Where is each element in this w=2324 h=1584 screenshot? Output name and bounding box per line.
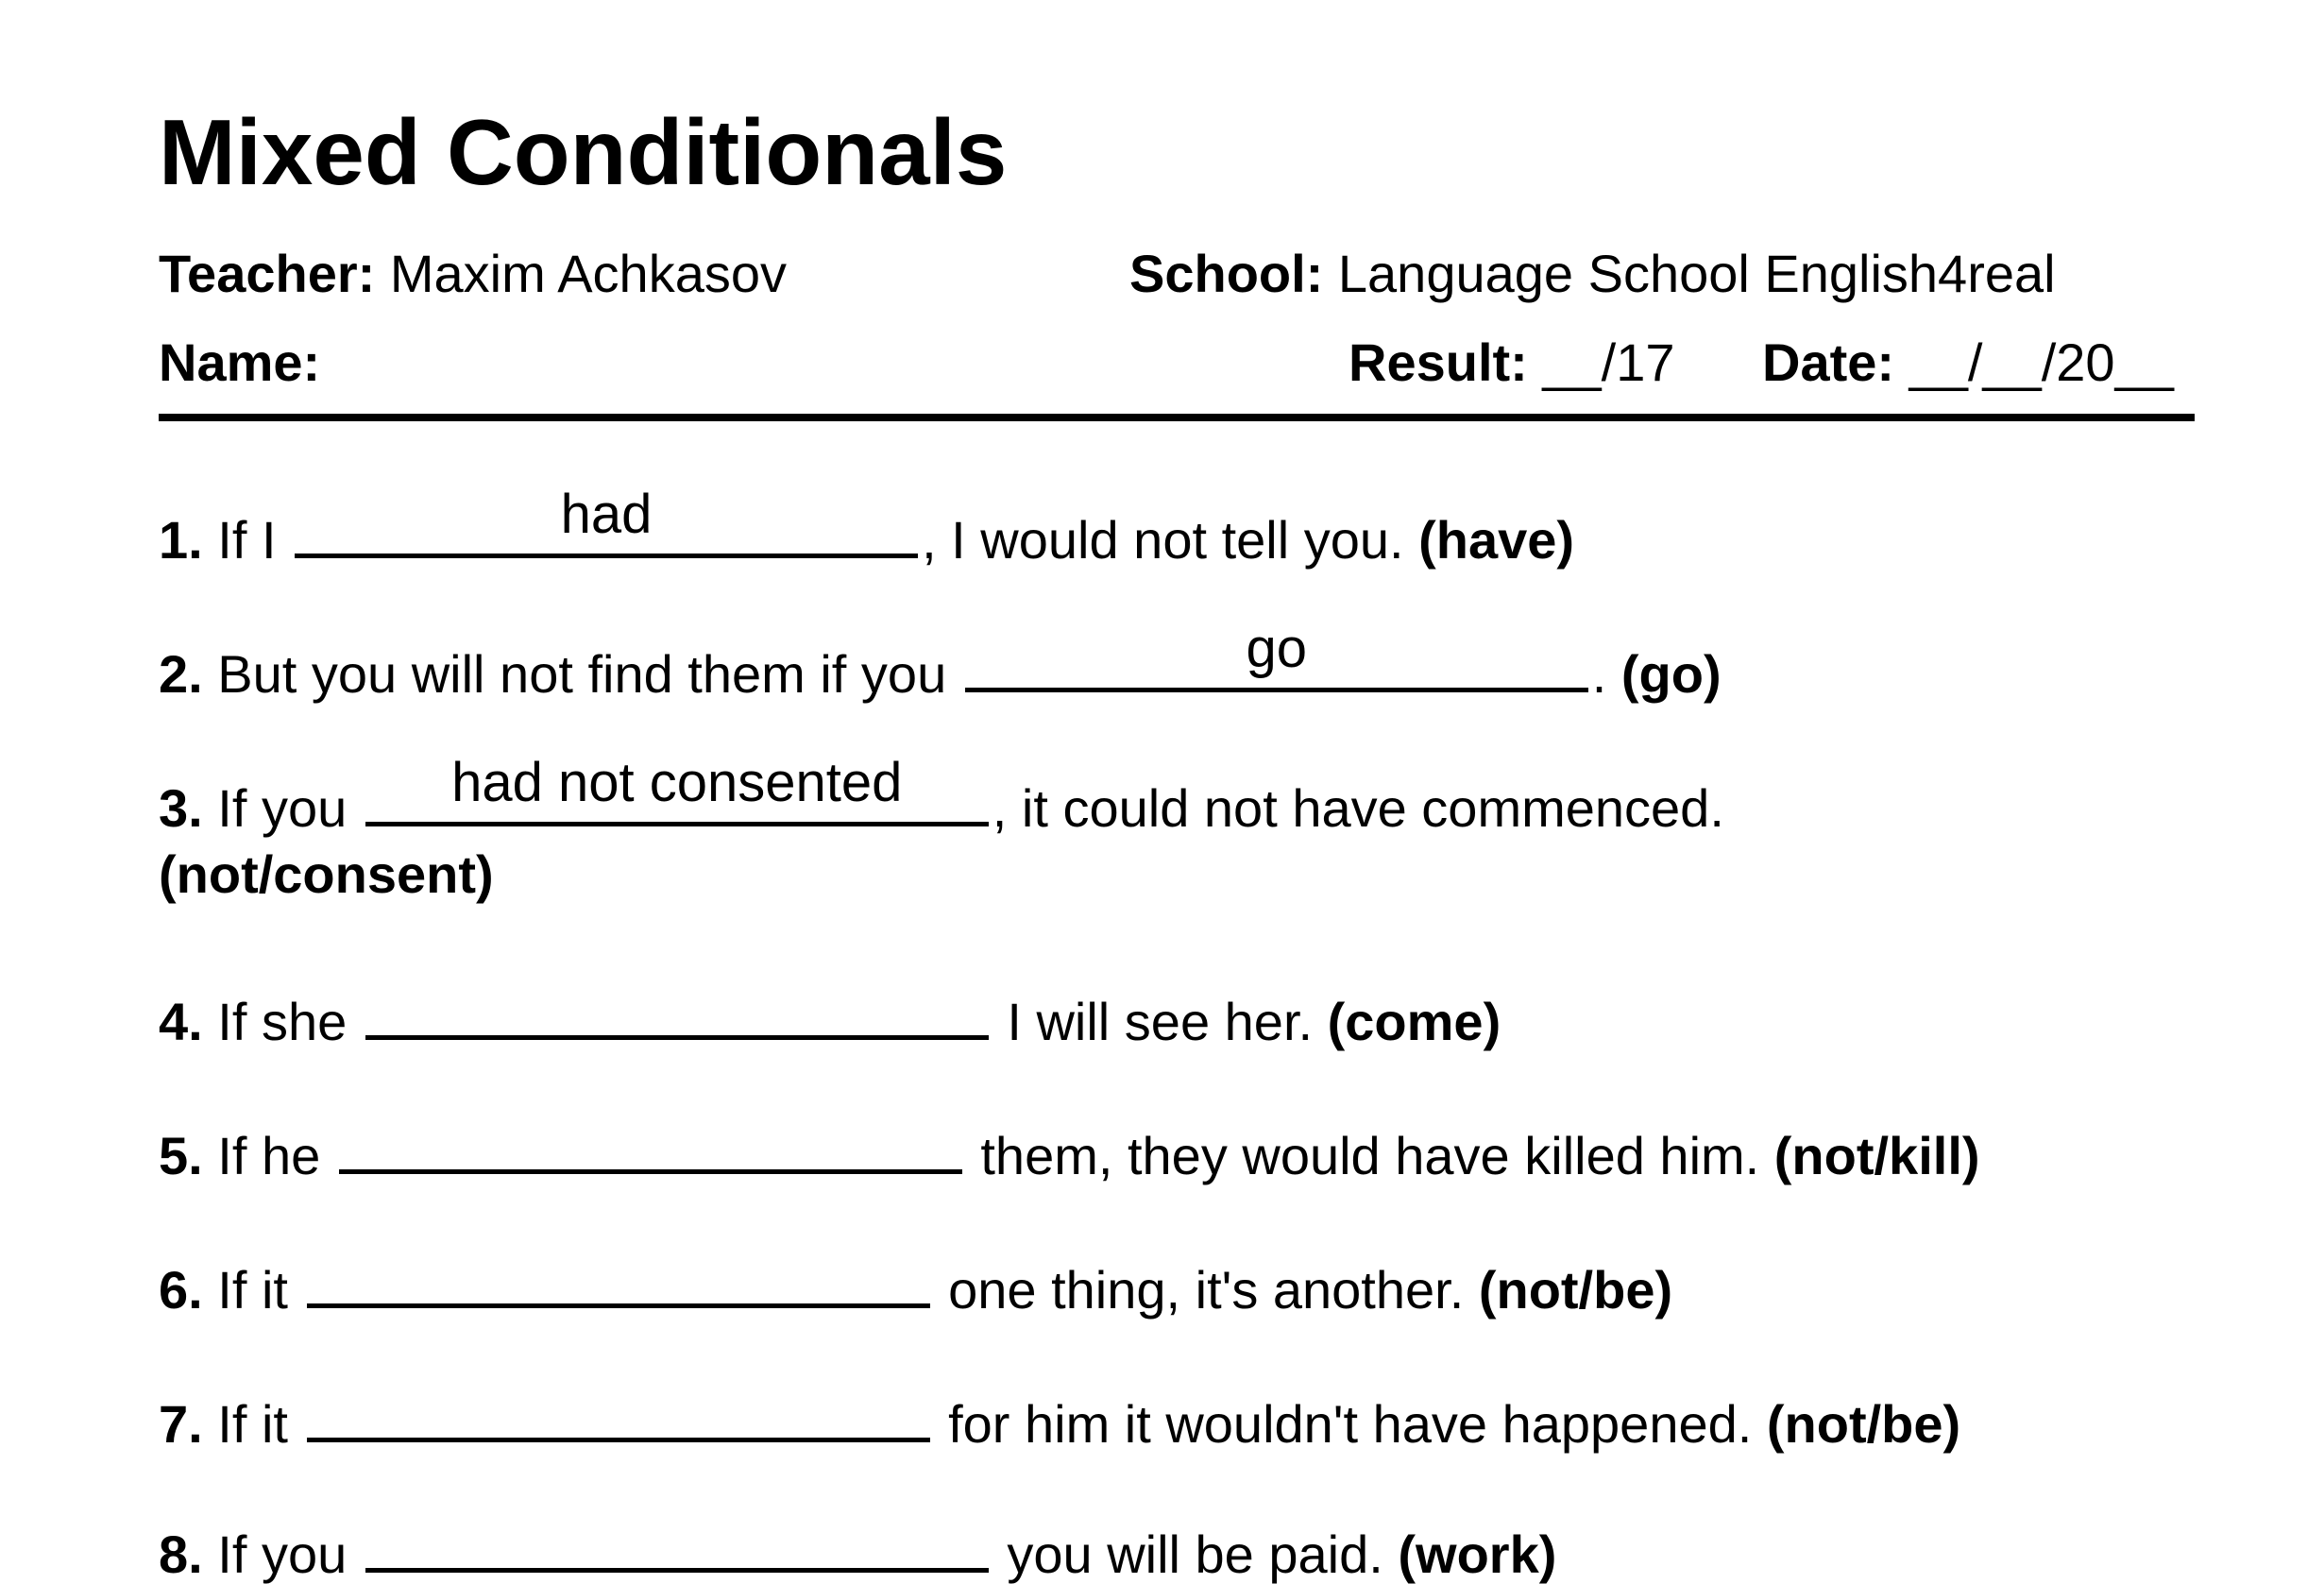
answer-blank[interactable] [307,1385,930,1442]
question-text-after: I will see her. [1007,992,1314,1051]
question-text-after: them, they would have killed him. [980,1126,1760,1185]
question-number: 7. [159,1394,203,1454]
verb-hint: (go) [1620,644,1722,704]
question-text-before: But you will not find them if you [217,644,947,704]
school-line [1129,244,2056,303]
question-4 [159,982,1501,1051]
result-value: __/17 [1542,332,1675,392]
answer-blank[interactable] [339,1116,962,1174]
header-divider [159,414,2195,421]
date-value: __/__/20__ [1908,332,2174,392]
teacher-label: Teacher: [159,244,376,303]
question-number: 8. [159,1524,203,1584]
question-text-before: If you [217,1524,348,1584]
question-number: 6. [159,1260,203,1320]
verb-hint: (not/be) [1766,1394,1961,1454]
answer-text: had not consented [451,752,903,813]
verb-hint: (not/kill) [1773,1126,1980,1185]
question-text-after: . [1591,644,1607,704]
answer-text: go [1246,618,1308,679]
question-number: 2. [159,644,203,704]
verb-hint: (not/consent) [159,844,494,904]
answer-text: had [560,484,653,545]
question-text-after: you will be paid. [1007,1524,1383,1584]
teacher-value: Maxim Achkasov [389,244,787,303]
question-number: 4. [159,992,203,1051]
result-line [1349,332,1675,392]
question-text-before: If you [217,778,348,838]
question-5 [159,1116,1980,1183]
worksheet-title: Mixed Conditionals [159,100,1008,204]
question-2 [159,618,1722,704]
answer-blank[interactable] [307,1251,930,1308]
question-7 [159,1385,1961,1454]
question-text-before: If I [217,510,277,570]
answer-blank[interactable] [295,484,918,558]
answer-blank[interactable] [965,618,1588,692]
question-number: 1. [159,510,203,570]
question-text-after: one thing, it's another. [948,1260,1465,1320]
question-6 [159,1251,1673,1320]
answer-blank[interactable] [365,982,989,1040]
question-1 [159,484,1575,570]
question-number: 5. [159,1126,203,1185]
question-text-before: If it [217,1394,288,1454]
date-label: Date: [1762,332,1895,392]
date-line [1762,332,2174,392]
school-label: School: [1129,244,1324,303]
question-8 [159,1515,1557,1584]
name-label: Name: [159,332,321,392]
question-number: 3. [159,778,203,838]
question-text-before: If she [217,992,348,1051]
question-text-after: , I would not tell you. [922,510,1404,570]
verb-hint: (work) [1398,1524,1557,1584]
name-line [159,332,321,392]
question-text-after: , it could not have commenced. [992,778,1724,838]
answer-blank[interactable] [365,752,989,826]
verb-hint: (come) [1327,992,1501,1051]
result-label: Result: [1349,332,1528,392]
answer-blank[interactable] [365,1515,989,1573]
teacher-line [159,244,787,303]
question-text-before: If it [217,1260,288,1320]
question-text-before: If he [217,1126,321,1185]
verb-hint: (not/be) [1478,1260,1673,1320]
verb-hint: (have) [1418,510,1575,570]
question-3 [159,752,1724,838]
school-value: Language School English4real [1337,244,2056,303]
question-text-after: for him it wouldn't have happened. [948,1394,1753,1454]
